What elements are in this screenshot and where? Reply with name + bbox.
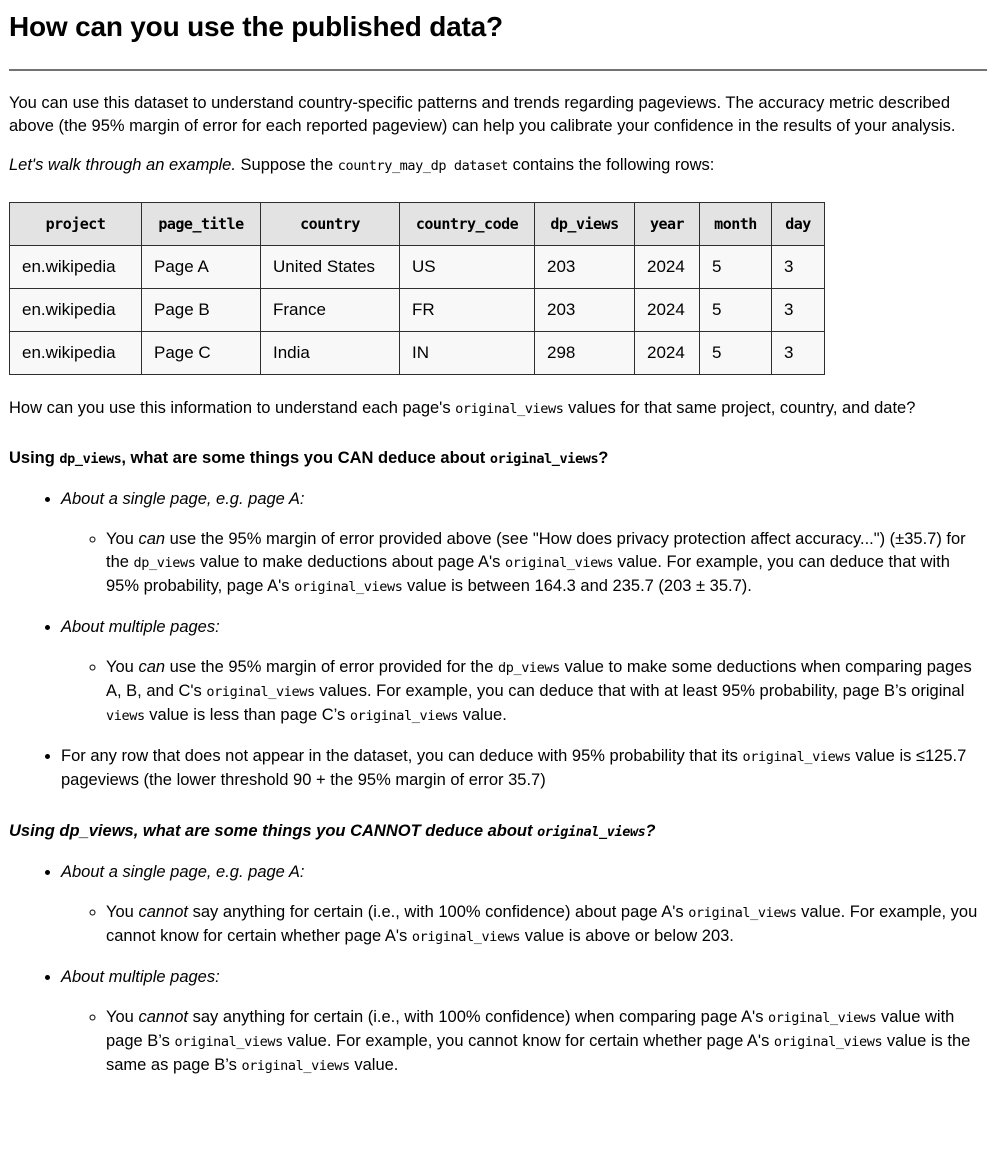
table-cell: 3 — [772, 332, 825, 375]
table-body — [10, 246, 825, 375]
text-run: How can you use this information to understand each page's — [9, 399, 456, 417]
table-cell: 2024 — [635, 246, 700, 289]
inline-code: original_views — [489, 451, 599, 467]
text-run: About multiple pages: — [61, 618, 220, 636]
column-header: country_code — [400, 203, 535, 246]
text-run: value. For example, you cannot know for certain whether page A's — [282, 1032, 774, 1050]
text-run: value. For example, you cannot know for certain whether page A's — [106, 903, 978, 945]
text-run: contains the following rows: — [508, 156, 715, 174]
column-header: month — [700, 203, 772, 246]
table-row — [10, 246, 825, 289]
inline-code: dp_views — [133, 555, 196, 571]
text-run: value with page B’s — [106, 1008, 955, 1050]
table-cell: IN — [400, 332, 535, 375]
paragraph — [9, 154, 987, 178]
text-run: value. — [458, 706, 507, 724]
section-heading — [9, 820, 987, 844]
table-row — [10, 332, 825, 375]
text-run: value. — [349, 1056, 399, 1074]
table-cell: US — [400, 246, 535, 289]
section-heading — [9, 447, 987, 471]
inline-code: original_views — [688, 905, 797, 921]
sub-list-item — [106, 1006, 987, 1078]
table-cell: France — [261, 289, 400, 332]
inline-code: original_views — [349, 708, 459, 724]
text-run: use the 95% margin of error provided for the — [165, 658, 498, 676]
text-run: Let's walk through an example. — [9, 156, 236, 174]
sub-list — [61, 656, 987, 728]
inline-code: original_views — [294, 579, 403, 595]
inline-code: original_views — [504, 555, 614, 571]
column-header: page_title — [142, 203, 261, 246]
inline-code: original_views — [206, 684, 315, 700]
inline-code: original_views — [537, 824, 646, 840]
table-cell: United States — [261, 246, 400, 289]
table-row — [10, 289, 825, 332]
inline-code: original_views — [455, 401, 564, 417]
paragraph — [9, 397, 987, 421]
list-item — [61, 861, 987, 949]
text-run: value is above or below 203. — [520, 927, 734, 945]
column-header: project — [10, 203, 142, 246]
text-run: use the 95% margin of error provided above (see "How does privacy protection affect accuracy...") (±35.7) for the — [106, 530, 966, 571]
text-run: ? — [645, 822, 656, 840]
sub-list — [61, 1006, 987, 1078]
table-cell: 5 — [700, 332, 772, 375]
text-run: You — [106, 903, 139, 921]
column-header: year — [635, 203, 700, 246]
column-header: dp_views — [535, 203, 635, 246]
text-run: You — [106, 1008, 139, 1026]
sub-list — [61, 528, 987, 599]
text-run: How can you use the published data? — [9, 11, 503, 42]
text-run: value to make deductions about page A's — [195, 553, 505, 571]
inline-code: original_views — [768, 1010, 877, 1026]
inline-code: dp_views — [497, 660, 560, 676]
table-cell: India — [261, 332, 400, 375]
dataset-table — [9, 202, 825, 375]
table-cell: 3 — [772, 289, 825, 332]
text-run: can — [138, 530, 166, 548]
text-run: Suppose the — [235, 156, 338, 174]
text-run: You — [106, 658, 139, 676]
table-cell: 2024 — [635, 332, 700, 375]
text-run: say anything for certain (i.e., with 100% confidence) about page A's — [187, 903, 689, 921]
text-run: cannot — [138, 1008, 188, 1026]
text-run: About a single page, e.g. page A: — [61, 863, 305, 881]
table-cell: en.wikipedia — [10, 332, 142, 375]
text-run: You — [106, 530, 139, 548]
text-run: value is between 164.3 and 235.7 (203 ± 35.7). — [402, 577, 752, 595]
column-header: day — [772, 203, 825, 246]
bullet-list — [9, 861, 987, 1078]
sub-list-item — [106, 656, 987, 728]
sub-list — [61, 901, 987, 949]
header-row — [10, 203, 825, 246]
table-cell: 3 — [772, 246, 825, 289]
table-cell: 203 — [535, 289, 635, 332]
text-run: value is less than page C’s — [144, 706, 350, 724]
text-run: say anything for certain (i.e., with 100% confidence) when comparing page A's — [187, 1008, 769, 1026]
table-cell: 203 — [535, 246, 635, 289]
list-item — [61, 616, 987, 728]
text-run: value is the same as page B’s — [106, 1032, 971, 1074]
text-run: value. For example, you can deduce that with 95% probability, page A's — [106, 553, 950, 595]
table-cell: FR — [400, 289, 535, 332]
inline-code: original_views — [742, 749, 851, 765]
table-cell: Page C — [142, 332, 261, 375]
inline-code: original_views — [241, 1058, 350, 1074]
text-run: About multiple pages: — [61, 968, 220, 986]
text-run: Using dp_views, what are some things you CANNOT deduce about — [9, 822, 538, 840]
bullet-list — [9, 488, 987, 792]
text-run: About a single page, e.g. page A: — [61, 490, 305, 508]
divider — [9, 69, 987, 71]
sub-list-item — [106, 528, 987, 599]
table-cell: 5 — [700, 289, 772, 332]
text-run: values for that same project, country, and date? — [563, 399, 916, 417]
table-cell: Page B — [142, 289, 261, 332]
text-run: ? — [598, 449, 609, 467]
inline-code: country_may_dp dataset — [337, 158, 508, 174]
list-item — [61, 488, 987, 599]
table-cell: en.wikipedia — [10, 289, 142, 332]
table-head — [10, 203, 825, 246]
table-cell: 2024 — [635, 289, 700, 332]
text-run: , what are some things you CAN deduce about — [121, 449, 490, 467]
inline-code: original_views — [174, 1034, 283, 1050]
paragraph — [9, 92, 987, 138]
text-run: For any row that does not appear in the dataset, you can deduce with 95% probability that its — [61, 747, 743, 765]
text-run: cannot — [138, 903, 188, 921]
text-run: value to make some deductions when comparing pages A, B, and C's — [106, 658, 972, 700]
inline-code: original_views — [411, 929, 521, 945]
page-title — [9, 10, 987, 44]
list-item — [61, 745, 987, 792]
text-run: values. For example, you can deduce that with at least 95% probability, page B’s original — [314, 682, 965, 700]
text-run: can — [138, 658, 166, 676]
table-cell: 5 — [700, 246, 772, 289]
text-run: You can use this dataset to understand country-specific patterns and trends regarding pageviews. The accuracy metric described above (the 95% margin of error for each reported pageview) can help you calibrate your confidence in the results of your analysis. — [9, 94, 956, 135]
table-cell: 298 — [535, 332, 635, 375]
inline-code: dp_views — [59, 451, 122, 467]
list-item — [61, 966, 987, 1078]
table-cell: en.wikipedia — [10, 246, 142, 289]
text-run: Using — [9, 449, 60, 467]
text-run: value is ≤125.7 pageviews (the lower threshold 90 + the 95% margin of error 35.7) — [61, 747, 967, 789]
sub-list-item — [106, 901, 987, 949]
table-cell: Page A — [142, 246, 261, 289]
inline-code: original_views — [773, 1034, 883, 1050]
inline-code: views — [106, 708, 145, 724]
column-header: country — [261, 203, 400, 246]
